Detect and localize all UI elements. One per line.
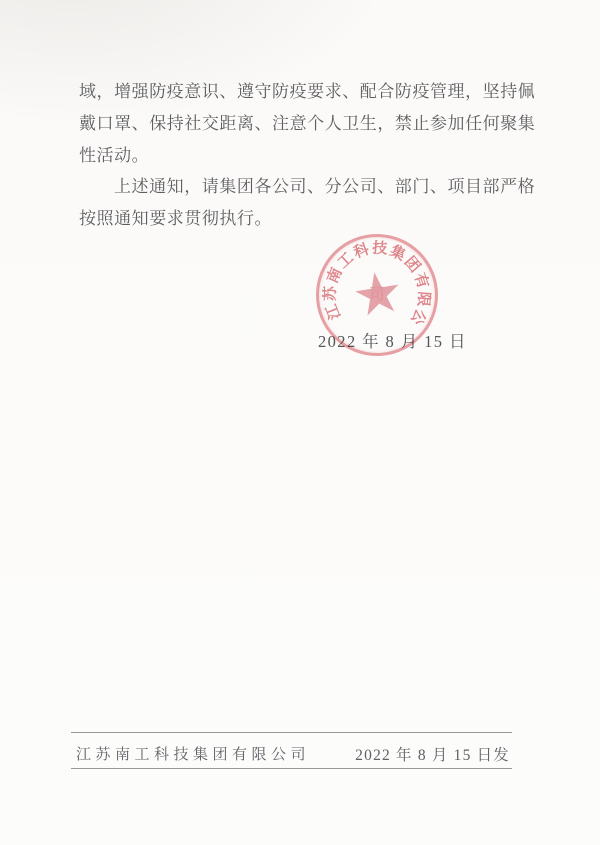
footer-rule-top [71,732,512,733]
body-line: 域，增强防疫意识、遵守防疫要求、配合防疫管理，坚持佩 [79,82,536,101]
issue-date: 2022 年 8 月 15 日 [318,332,467,351]
seal-char: 江 [323,301,345,322]
body-paragraph [79,76,536,235]
body-line: 上述通知，请集团各公司、分公司、部门、项目部严格 [114,177,536,197]
body-line: 戴口罩、保持社交距离、注意个人卫生，禁止参加任何聚集 [79,113,536,133]
star-icon [352,269,405,322]
seal-char: 苏 [322,285,340,302]
seal-char: 限 [414,290,432,308]
seal-char: 有 [410,271,431,291]
footer-company: 江苏南工科技集团有限公司 [76,747,311,763]
seal-char: 工 [335,250,357,273]
company-seal [316,234,438,356]
body-line: 按照通知要求贯彻执行。 [79,209,273,229]
body-line: 性活动。 [79,145,150,165]
seal-char: 技 [371,240,388,258]
footer-issue-date: 2022 年 8 月 15 日发 [355,747,510,764]
footer-rule-bottom [71,768,512,769]
seal-char: 科 [351,241,372,262]
seal-char: 团 [400,254,423,276]
seal-char: 集 [387,243,408,265]
seal-char: 公 [407,306,429,327]
seal-char: 南 [324,265,346,286]
